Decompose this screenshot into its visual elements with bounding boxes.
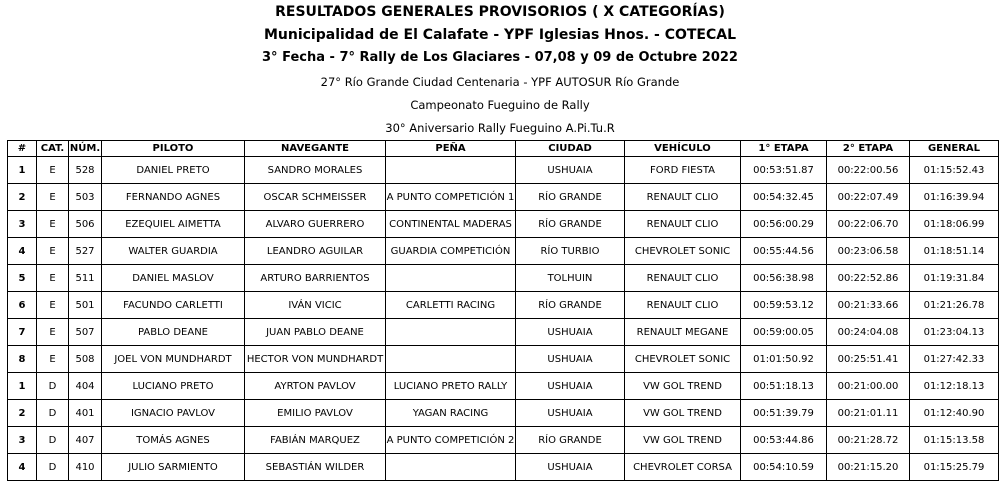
stage2-time-cell: 00:21:01.11 — [827, 400, 910, 427]
stage1-time-cell: 00:51:39.79 — [741, 400, 827, 427]
vehicle-cell: RENAULT CLIO — [625, 292, 741, 319]
stage1-time-cell: 00:56:38.98 — [741, 265, 827, 292]
stage2-time-cell: 00:23:06.58 — [827, 238, 910, 265]
results-body — [8, 157, 999, 481]
table-row — [8, 292, 999, 319]
city-cell: RÍO TURBIO — [516, 238, 625, 265]
team-cell — [386, 265, 516, 292]
general-time-cell: 01:21:26.78 — [910, 292, 999, 319]
stage1-time-cell: 00:53:44.86 — [741, 427, 827, 454]
vehicle-cell: RENAULT CLIO — [625, 265, 741, 292]
position-cell: 7 — [8, 319, 37, 346]
stage1-time-cell: 00:59:53.12 — [741, 292, 827, 319]
results-table — [7, 140, 999, 481]
team-cell: LUCIANO PRETO RALLY — [386, 373, 516, 400]
city-cell: USHUAIA — [516, 346, 625, 373]
organizers-line: Municipalidad de El Calafate - YPF Iglesias Hnos. - COTECAL — [263, 27, 737, 43]
number-cell: 511 — [69, 265, 102, 292]
col-header-city: CIUDAD — [516, 141, 625, 157]
stage1-time-cell: 00:54:32.45 — [741, 184, 827, 211]
position-cell: 1 — [8, 373, 37, 400]
vehicle-cell: RENAULT MEGANE — [625, 319, 741, 346]
number-cell: 407 — [69, 427, 102, 454]
col-header-position: # — [8, 141, 37, 157]
table-row — [8, 238, 999, 265]
stage1-time-cell: 00:55:44.56 — [741, 238, 827, 265]
stage1-time-cell: 00:56:00.29 — [741, 211, 827, 238]
stage2-time-cell: 00:22:06.70 — [827, 211, 910, 238]
category-cell: D — [37, 427, 69, 454]
anniversary-line: 30° Aniversario Rally Fueguino A.Pi.Tu.R — [385, 121, 615, 135]
city-cell: USHUAIA — [516, 157, 625, 184]
city-cell: TOLHUIN — [516, 265, 625, 292]
category-cell: E — [37, 265, 69, 292]
city-cell: RÍO GRANDE — [516, 211, 625, 238]
vehicle-cell: VW GOL TREND — [625, 373, 741, 400]
col-header-number: NÚM. — [69, 141, 102, 157]
championship-line: Campeonato Fueguino de Rally — [410, 98, 590, 112]
number-cell: 401 — [69, 400, 102, 427]
general-time-cell: 01:19:31.84 — [910, 265, 999, 292]
general-time-cell: 01:23:04.13 — [910, 319, 999, 346]
position-cell: 2 — [8, 400, 37, 427]
city-cell: RÍO GRANDE — [516, 184, 625, 211]
category-cell: D — [37, 454, 69, 481]
pilot-cell: DANIEL MASLOV — [102, 265, 245, 292]
pilot-cell: TOMÁS AGNES — [102, 427, 245, 454]
navigator-cell: LEANDRO AGUILAR — [245, 238, 386, 265]
number-cell: 506 — [69, 211, 102, 238]
category-cell: E — [37, 292, 69, 319]
col-header-pilot: PILOTO — [102, 141, 245, 157]
position-cell: 2 — [8, 184, 37, 211]
position-cell: 1 — [8, 157, 37, 184]
table-row — [8, 184, 999, 211]
category-cell: D — [37, 400, 69, 427]
vehicle-cell: VW GOL TREND — [625, 400, 741, 427]
navigator-cell: ALVARO GUERRERO — [245, 211, 386, 238]
category-cell: E — [37, 319, 69, 346]
navigator-cell: JUAN PABLO DEANE — [245, 319, 386, 346]
stage2-time-cell: 00:21:00.00 — [827, 373, 910, 400]
table-row — [8, 427, 999, 454]
vehicle-cell: VW GOL TREND — [625, 427, 741, 454]
stage2-time-cell: 00:21:15.20 — [827, 454, 910, 481]
stage1-time-cell: 00:53:51.87 — [741, 157, 827, 184]
vehicle-cell: RENAULT CLIO — [625, 184, 741, 211]
table-row — [8, 157, 999, 184]
team-cell — [386, 454, 516, 481]
table-header-row — [8, 141, 999, 157]
general-time-cell: 01:18:51.14 — [910, 238, 999, 265]
vehicle-cell: RENAULT CLIO — [625, 211, 741, 238]
pilot-cell: JOEL VON MUNDHARDT — [102, 346, 245, 373]
stage2-time-cell: 00:25:51.41 — [827, 346, 910, 373]
pilot-cell: IGNACIO PAVLOV — [102, 400, 245, 427]
number-cell: 410 — [69, 454, 102, 481]
stage2-time-cell: 00:24:04.08 — [827, 319, 910, 346]
city-cell: USHUAIA — [516, 373, 625, 400]
pilot-cell: EZEQUIEL AIMETTA — [102, 211, 245, 238]
team-cell — [386, 319, 516, 346]
pilot-cell: FACUNDO CARLETTI — [102, 292, 245, 319]
category-cell: D — [37, 373, 69, 400]
col-header-stage1: 1° ETAPA — [741, 141, 827, 157]
team-cell: A PUNTO COMPETICIÓN 1 — [386, 184, 516, 211]
col-header-category: CAT. — [37, 141, 69, 157]
number-cell: 503 — [69, 184, 102, 211]
col-header-general: GENERAL — [910, 141, 999, 157]
general-time-cell: 01:15:52.43 — [910, 157, 999, 184]
category-cell: E — [37, 211, 69, 238]
pilot-cell: WALTER GUARDIA — [102, 238, 245, 265]
stage2-time-cell: 00:22:00.56 — [827, 157, 910, 184]
number-cell: 404 — [69, 373, 102, 400]
general-time-cell: 01:16:39.94 — [910, 184, 999, 211]
table-row — [8, 265, 999, 292]
stage1-time-cell: 01:01:50.92 — [741, 346, 827, 373]
number-cell: 528 — [69, 157, 102, 184]
position-cell: 6 — [8, 292, 37, 319]
general-time-cell: 01:15:25.79 — [910, 454, 999, 481]
navigator-cell: EMILIO PAVLOV — [245, 400, 386, 427]
col-header-stage2: 2° ETAPA — [827, 141, 910, 157]
stage2-time-cell: 00:22:52.86 — [827, 265, 910, 292]
category-cell: E — [37, 346, 69, 373]
general-time-cell: 01:27:42.33 — [910, 346, 999, 373]
navigator-cell: SEBASTIÁN WILDER — [245, 454, 386, 481]
city-cell: USHUAIA — [516, 400, 625, 427]
number-cell: 507 — [69, 319, 102, 346]
team-cell — [386, 346, 516, 373]
general-time-cell: 01:15:13.58 — [910, 427, 999, 454]
vehicle-cell: CHEVROLET SONIC — [625, 346, 741, 373]
stage2-time-cell: 00:22:07.49 — [827, 184, 910, 211]
event-line: 3° Fecha - 7° Rally de Los Glaciares - 07,08 y 09 de Octubre 2022 — [262, 50, 738, 65]
stage2-time-cell: 00:21:28.72 — [827, 427, 910, 454]
team-cell: YAGAN RACING — [386, 400, 516, 427]
table-row — [8, 319, 999, 346]
position-cell: 4 — [8, 238, 37, 265]
position-cell: 4 — [8, 454, 37, 481]
general-time-cell: 01:12:18.13 — [910, 373, 999, 400]
position-cell: 3 — [8, 427, 37, 454]
navigator-cell: IVÁN VICIC — [245, 292, 386, 319]
pilot-cell: DANIEL PRETO — [102, 157, 245, 184]
general-time-cell: 01:12:40.90 — [910, 400, 999, 427]
category-cell: E — [37, 157, 69, 184]
table-row — [8, 346, 999, 373]
vehicle-cell: FORD FIESTA — [625, 157, 741, 184]
vehicle-cell: CHEVROLET SONIC — [625, 238, 741, 265]
stage1-time-cell: 00:59:00.05 — [741, 319, 827, 346]
navigator-cell: HECTOR VON MUNDHARDT — [245, 346, 386, 373]
page-title: RESULTADOS GENERALES PROVISORIOS ( X CATEGORÍAS) — [275, 4, 725, 20]
navigator-cell: ARTURO BARRIENTOS — [245, 265, 386, 292]
pilot-cell: LUCIANO PRETO — [102, 373, 245, 400]
city-cell: USHUAIA — [516, 319, 625, 346]
city-cell: RÍO GRANDE — [516, 292, 625, 319]
table-row — [8, 454, 999, 481]
team-cell: GUARDIA COMPETICIÓN — [386, 238, 516, 265]
col-header-navigator: NAVEGANTE — [245, 141, 386, 157]
position-cell: 8 — [8, 346, 37, 373]
city-cell: USHUAIA — [516, 454, 625, 481]
sponsor-line: 27° Río Grande Ciudad Centenaria - YPF AUTOSUR Río Grande — [320, 75, 680, 89]
navigator-cell: AYRTON PAVLOV — [245, 373, 386, 400]
stage2-time-cell: 00:21:33.66 — [827, 292, 910, 319]
table-row — [8, 400, 999, 427]
team-cell: A PUNTO COMPETICIÓN 2 — [386, 427, 516, 454]
pilot-cell: PABLO DEANE — [102, 319, 245, 346]
category-cell: E — [37, 184, 69, 211]
team-cell — [386, 157, 516, 184]
table-row — [8, 373, 999, 400]
position-cell: 5 — [8, 265, 37, 292]
vehicle-cell: CHEVROLET CORSA — [625, 454, 741, 481]
pilot-cell: FERNANDO AGNES — [102, 184, 245, 211]
general-time-cell: 01:18:06.99 — [910, 211, 999, 238]
col-header-team: PEÑA — [386, 141, 516, 157]
pilot-cell: JULIO SARMIENTO — [102, 454, 245, 481]
city-cell: RÍO GRANDE — [516, 427, 625, 454]
number-cell: 501 — [69, 292, 102, 319]
team-cell: CONTINENTAL MADERAS — [386, 211, 516, 238]
number-cell: 527 — [69, 238, 102, 265]
position-cell: 3 — [8, 211, 37, 238]
stage1-time-cell: 00:51:18.13 — [741, 373, 827, 400]
category-cell: E — [37, 238, 69, 265]
table-row — [8, 211, 999, 238]
stage1-time-cell: 00:54:10.59 — [741, 454, 827, 481]
team-cell: CARLETTI RACING — [386, 292, 516, 319]
number-cell: 508 — [69, 346, 102, 373]
col-header-vehicle: VEHÍCULO — [625, 141, 741, 157]
navigator-cell: SANDRO MORALES — [245, 157, 386, 184]
navigator-cell: FABIÁN MARQUEZ — [245, 427, 386, 454]
navigator-cell: OSCAR SCHMEISSER — [245, 184, 386, 211]
